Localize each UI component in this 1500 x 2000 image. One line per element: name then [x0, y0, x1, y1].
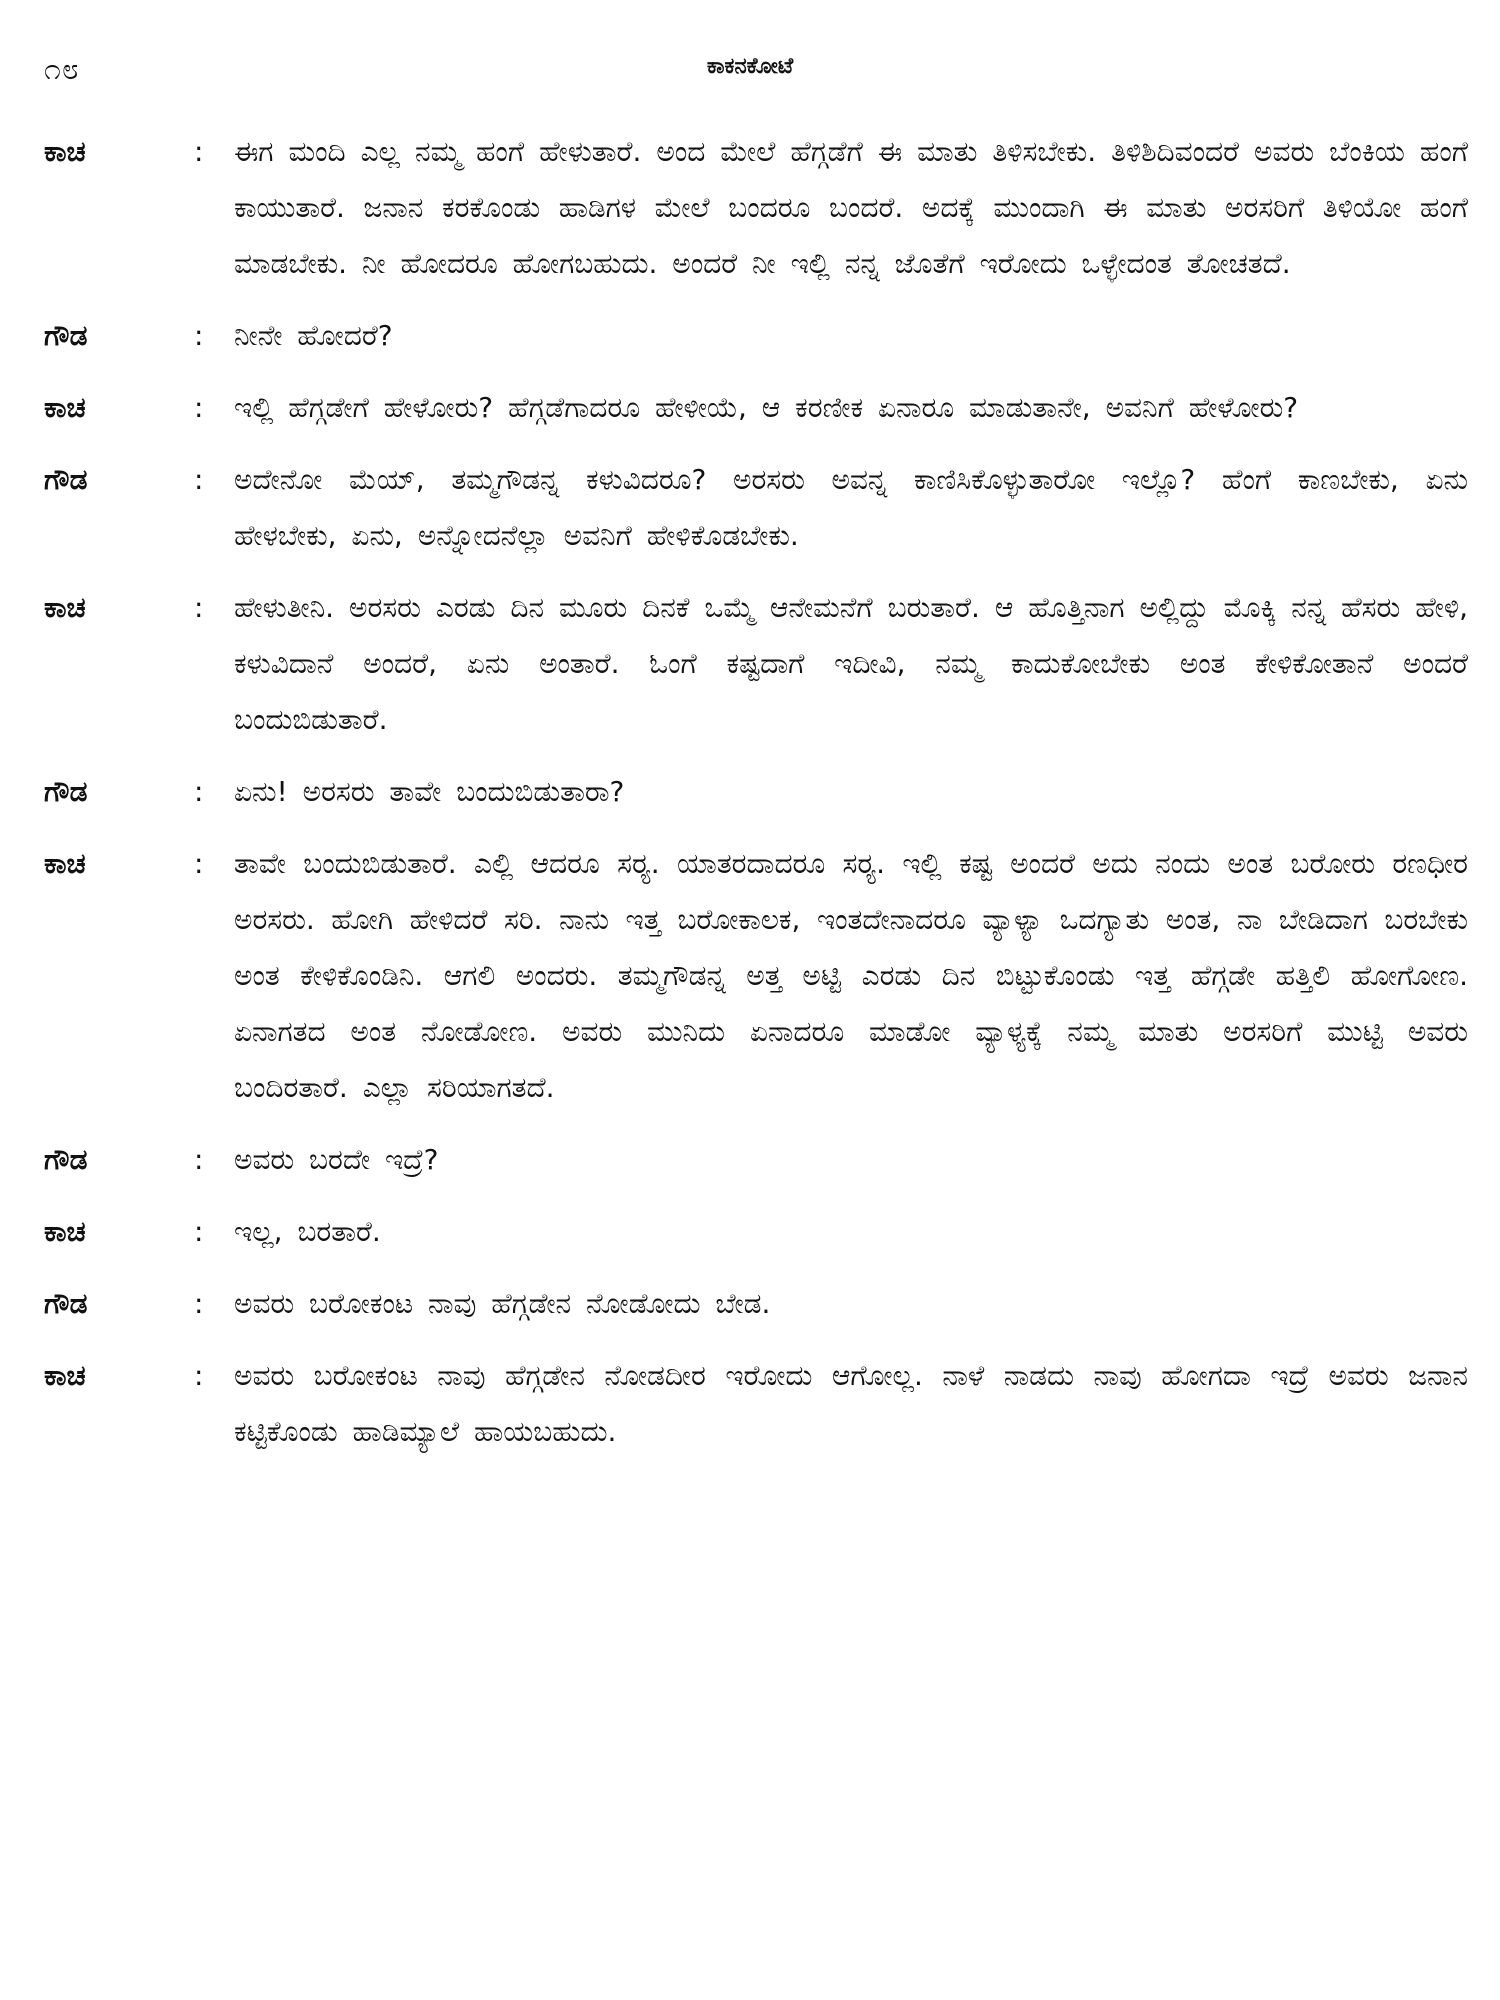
speech-text: ನೀನೇ ಹೋದರೆ?: [234, 319, 393, 352]
dialogue-turn: [44, 764, 1468, 820]
speech-text: ಅವರು ಬರೋಕಂಟ ನಾವು ಹೆಗ್ಗಡೇನ ನೋಡದೀರ ಇರೋದು ಆಗೋಲ್ಲ. ನಾಳೆ ನಾಡದು ನಾವು ಹೋಗದಾ ಇದ್ರೆ ಅವರು ಜನಾನ ಕಟ್ಟಿಕೊಂಡು ಹಾಡಿಮ್ಯಾಲೆ ಹಾಯಬಹುದು.: [234, 1359, 1468, 1448]
speaker-name: ಕಾಚ: [44, 1359, 86, 1392]
dialogue-turn: [44, 580, 1468, 748]
speaker-colon: :: [194, 591, 204, 624]
dialogue-turn: [44, 1348, 1468, 1460]
dialogue-body: [44, 124, 1468, 1476]
running-title: ಕಾಕನಕೋಟೆ: [706, 54, 794, 79]
speaker-name: ಗೌಡ: [44, 1287, 88, 1320]
speech-text: ಹೇಳುತೀನಿ. ಅರಸರು ಎರಡು ದಿನ ಮೂರು ದಿನಕೆ ಒಮ್ಮೆ ಆನೇಮನೆಗೆ ಬರುತಾರೆ. ಆ ಹೊತ್ತಿನಾಗ ಅಲ್ಲಿದ್ದು ಮೊಕ್ಕಿ ನನ್ನ ಹೆಸರು ಹೇಳಿ, ಕಳುವಿದಾನೆ ಅಂದರೆ, ಏನು ಅಂತಾರೆ. ಓಂಗೆ ಕಷ್ಟದಾಗೆ ಇದೀವಿ, ನಮ್ಮ ಕಾದುಕೋಬೇಕು ಅಂತ ಕೇಳಿಕೋತಾನೆ ಅಂದರೆ ಬಂದುಬಿಡುತಾರೆ.: [234, 591, 1468, 736]
speaker-name: ಗೌಡ: [44, 319, 88, 352]
speaker-name: ಗೌಡ: [44, 1143, 88, 1176]
speech-text: ಈಗ ಮಂದಿ ಎಲ್ಲ ನಮ್ಮ ಹಂಗೆ ಹೇಳುತಾರೆ. ಅಂದ ಮೇಲೆ ಹೆಗ್ಗಡೆಗೆ ಈ ಮಾತು ತಿಳಿಸಬೇಕು. ತಿಳಿಶಿದಿವಂದರೆ ಅವರು ಬೆಂಕಿಯ ಹಂಗೆ ಕಾಯುತಾರೆ. ಜನಾನ ಕರಕೊಂಡು ಹಾಡಿಗಳ ಮೇಲೆ ಬಂದರೂ ಬಂದರೆ. ಅದಕ್ಕೆ ಮುಂದಾಗಿ ಈ ಮಾತು ಅರಸರಿಗೆ ತಿಳಿಯೋ ಹಂಗೆ ಮಾಡಬೇಕು. ನೀ ಹೋದರೂ ಹೋಗಬಹುದು. ಅಂದರೆ ನೀ ಇಲ್ಲಿ ನನ್ನ ಜೊತೆಗೆ ಇರೋದು ಒಳ್ಳೇದಂತ ತೋಚತದೆ.: [234, 135, 1468, 280]
speaker-colon: :: [194, 1287, 204, 1320]
speech-text: ಇಲ್ಲ, ಬರತಾರೆ.: [234, 1215, 381, 1248]
dialogue-turn: [44, 380, 1468, 436]
dialogue-turn: [44, 1132, 1468, 1188]
speaker-colon: :: [194, 319, 204, 352]
speech-text: ಅದೇನೋ ಮೆಯ್, ತಮ್ಮಗೌಡನ್ನ ಕಳುವಿದರೂ? ಅರಸರು ಅವನ್ನ ಕಾಣಿಸಿಕೊಳ್ಳುತಾರೋ ಇಲ್ಲೊ? ಹೆಂಗೆ ಕಾಣಬೇಕು, ಏನು ಹೇಳಬೇಕು, ಏನು, ಅನ್ನೋದನೆಲ್ಲಾ ಅವನಿಗೆ ಹೇಳಿಕೊಡಬೇಕು.: [234, 463, 1468, 552]
speaker-colon: :: [194, 1143, 204, 1176]
speaker-name: ಗೌಡ: [44, 463, 88, 496]
speaker-name: ಕಾಚ: [44, 135, 86, 168]
speaker-name: ಕಾಚ: [44, 391, 86, 424]
speaker-colon: :: [194, 775, 204, 808]
speaker-colon: :: [194, 1215, 204, 1248]
speaker-colon: :: [194, 463, 204, 496]
speaker-colon: :: [194, 135, 204, 168]
dialogue-turn: [44, 124, 1468, 292]
dialogue-turn: [44, 452, 1468, 564]
speech-text: ಅವರು ಬರೋಕಂಟ ನಾವು ಹೆಗ್ಗಡೇನ ನೋಡೋದು ಬೇಡ.: [234, 1287, 771, 1320]
speaker-colon: :: [194, 1359, 204, 1392]
speech-text: ಇಲ್ಲಿ ಹೆಗ್ಗಡೇಗೆ ಹೇಳೋರು? ಹೆಗ್ಗಡೆಗಾದರೂ ಹೇಳೀಯೆ, ಆ ಕರಣೀಕ ಏನಾರೂ ಮಾಡುತಾನೇ, ಅವನಿಗೆ ಹೇಳೋರು?: [234, 391, 1299, 424]
page-header: [44, 52, 1456, 92]
speech-text: ಅವರು ಬರದೇ ಇದ್ರೆ?: [234, 1143, 439, 1176]
dialogue-turn: [44, 1204, 1468, 1260]
speaker-name: ಗೌಡ: [44, 775, 88, 808]
speaker-colon: :: [194, 391, 204, 424]
dialogue-turn: [44, 836, 1468, 1116]
speaker-name: ಕಾಚ: [44, 591, 86, 624]
speech-text: ತಾವೇ ಬಂದುಬಿಡುತಾರೆ. ಎಲ್ಲಿ ಆದರೂ ಸರ್‍ಯ. ಯಾತರದಾದರೂ ಸರ್‍ಯ. ಇಲ್ಲಿ ಕಷ್ಟ ಅಂದರೆ ಅದು ನಂದು ಅಂತ ಬರೋರು ರಣಧೀರ ಅರಸರು. ಹೋಗಿ ಹೇಳಿದರೆ ಸರಿ. ನಾನು ಇತ್ತ ಬರೋಕಾಲಕ, ಇಂತದೇನಾದರೂ ವ್ಯಾಳ್ಯಾ ಒದಗ್ಯಾತು ಅಂತ, ನಾ ಬೇಡಿದಾಗ ಬರಬೇಕು ಅಂತ ಕೇಳಿಕೊಂಡಿನಿ. ಆಗಲಿ ಅಂದರು. ತಮ್ಮಗೌಡನ್ನ ಅತ್ತ ಅಟ್ಟಿ ಎರಡು ದಿನ ಬಿಟ್ಟುಕೊಂಡು ಇತ್ತ ಹೆಗ್ಗಡೇ ಹತ್ತಿಲಿ ಹೋಗೋಣ. ಏನಾಗತದ ಅಂತ ನೋಡೋಣ. ಅವರು ಮುನಿದು ಏನಾದರೂ ಮಾಡೋ ವ್ಯಾಳ್ಯಕ್ಕೆ ನಮ್ಮ ಮಾತು ಅರಸರಿಗೆ ಮುಟ್ಟಿ ಅವರು ಬಂದಿರತಾರೆ. ಎಲ್ಲಾ ಸರಿಯಾಗತದೆ.: [234, 847, 1468, 1104]
speech-text: ಏನು! ಅರಸರು ತಾವೇ ಬಂದುಬಿಡುತಾರಾ?: [234, 775, 625, 808]
speaker-name: ಕಾಚ: [44, 847, 86, 880]
speaker-colon: :: [194, 847, 204, 880]
page-number: ೧೮: [44, 52, 80, 87]
dialogue-turn: [44, 308, 1468, 364]
speaker-name: ಕಾಚ: [44, 1215, 86, 1248]
dialogue-turn: [44, 1276, 1468, 1332]
